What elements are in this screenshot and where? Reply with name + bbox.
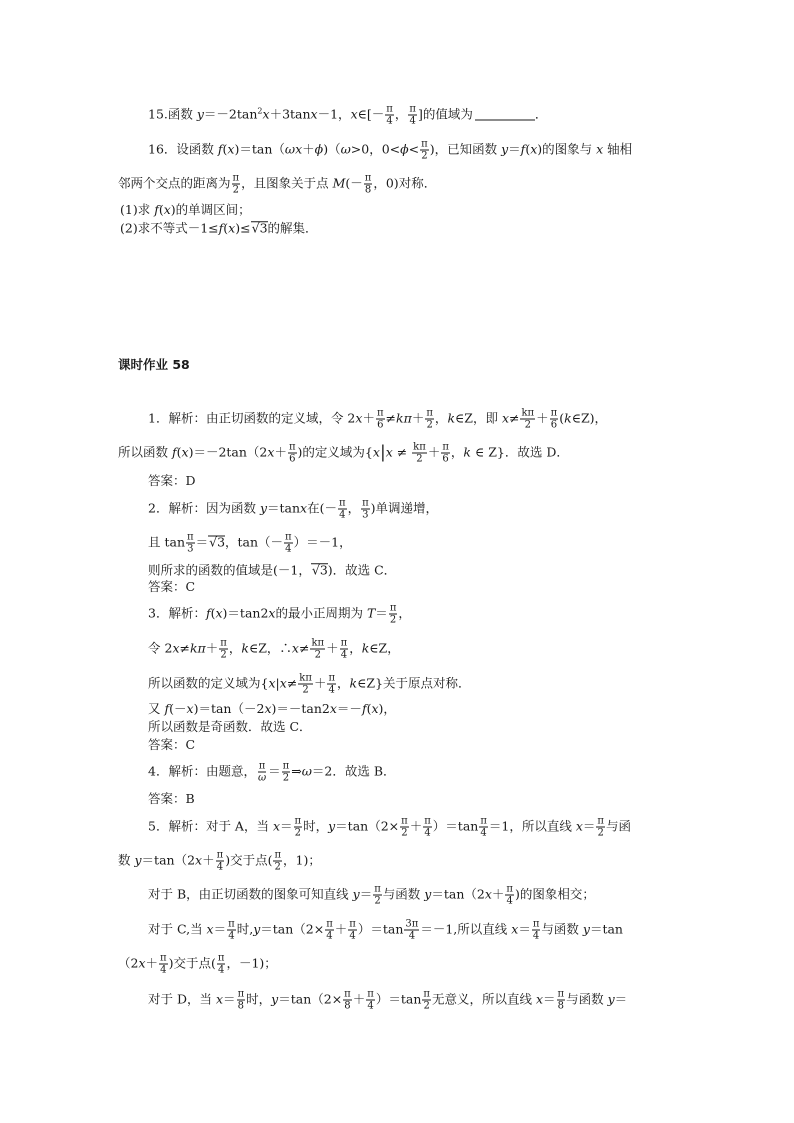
text: k [564,410,572,426]
text: ≠ [179,640,190,656]
text: f [205,605,211,621]
text: 所以函数 [118,444,172,460]
text: 15.函数 [148,106,197,122]
text: x [575,818,583,834]
text: x [371,700,379,716]
text: x [310,106,318,122]
text: ， [228,640,242,656]
answer-1-result [0,472,794,488]
text: k [241,640,249,656]
fraction: $\frac{\pi}{4}$ [480,815,487,839]
text: 1．解析：由正切函数的定义域，令 2 [148,410,356,426]
text: )，已知函数 [429,141,502,157]
text: }．故选 D． [496,444,569,460]
text: 与函 [606,818,632,834]
text: ＋3tan [269,106,311,122]
answer-3-line4 [0,700,794,716]
text: f [520,141,526,157]
text: ]的值域为 [417,106,473,122]
sqrt: √3 [209,534,226,550]
fraction: $\frac{\pi}{2}$ [282,760,290,784]
text: ，且图象关于点 [241,175,333,191]
fraction: $\frac{\pi}{2}$ [423,988,430,1012]
text: 无意义，所以直线 [431,991,536,1007]
text: ( [210,605,216,621]
fraction: $\frac{\pi}{3}$ [187,531,194,555]
text: ∈Z， [369,640,400,656]
answer-5-line4 [0,918,794,942]
fraction: $\frac{\pi}{4}$ [216,849,224,873]
text: ＋ [411,410,425,426]
text: x [300,500,308,516]
text: )．故选 C． [327,562,397,578]
text: x [206,921,214,937]
text: ＝tan（2× [260,921,325,937]
text: y [607,991,615,1007]
text: 16．设函数 [148,141,218,157]
text: ＝ [359,886,373,902]
text: )交于点( [225,852,273,868]
text: )， [378,700,396,716]
text: k [463,444,471,460]
text: 令 2 [148,640,173,656]
text: ∈Z，即 [455,410,502,426]
text: x [181,444,189,460]
fraction: $\frac{\pi}{2}$ [374,883,381,907]
text: ⇒ [291,763,302,779]
fraction: $\frac{\pi}{4}$ [326,918,333,942]
text: ϕ [314,141,324,157]
answer-3-line1 [0,602,794,626]
text: ＝tan（2× [278,991,343,1007]
text: ＝2．故选 B． [311,763,396,779]
text: 与函数 [566,991,608,1007]
fraction: $\frac{\pi}{4}$ [424,815,431,839]
fraction: $\frac{\pi}{8}$ [237,988,245,1012]
text: ＝tan（2× [335,818,400,834]
problem-16-question-1 [0,201,794,217]
problem-16-line2 [0,172,794,196]
answer-3-result [0,736,794,752]
fraction: $\frac{\pi}{6}$ [442,441,449,465]
text: x [268,605,276,621]
fraction: $\frac{\pi}{4}$ [285,531,292,555]
text: )≤ [235,220,251,236]
text: ， [347,500,361,516]
fraction: $\frac{\pi}{4}$ [532,918,540,942]
text: 的最小正周期为 [275,605,367,621]
answer-3-line2 [0,637,794,661]
fraction: $\frac{\pi}{8}$ [344,988,351,1012]
text: ≠ [298,640,310,656]
text: ≠ [392,444,412,460]
text: ＋ [409,818,423,834]
fraction: $\frac{\pi}{2}$ [426,407,433,431]
text: ≠ [385,410,397,426]
fraction: $\frac{\pi}{6}$ [288,441,296,465]
fraction: $\frac{\pi}{6}$ [550,407,558,431]
text: 对于 B，由正切函数的图象可知直线 [148,886,353,902]
text: y [253,921,261,937]
text: ， [450,444,464,460]
text: ＝ [223,991,236,1007]
text: ）＝－1， [293,534,352,550]
problem-15 [0,103,794,127]
fraction: $\frac{\pi}{4}$ [160,952,167,976]
text: f [154,201,159,217]
text: x [511,921,519,937]
page-title: 课时作业 58 [118,356,190,372]
fraction: $\frac{\pi}{4}$ [228,918,235,942]
text: k [349,675,358,691]
text: f [218,220,224,236]
text: ( [559,410,565,426]
text: ＝－1,所以直线 [420,921,512,937]
text: 在(－ [307,500,337,516]
text: ＝ [280,818,293,834]
text: x [385,444,393,460]
text: ＋ [362,410,375,426]
answer-3-line3 [0,672,794,696]
text: ≠ [509,410,520,426]
text: )＝tan2 [222,605,269,621]
text: x [215,605,223,621]
text: 邻两个交点的距离为 [118,175,231,191]
text: ＝tan [589,921,623,937]
text: x [195,852,203,868]
text: 4．解析：由题意， [148,763,256,779]
fraction: $\frac{\pi}{2}$ [220,637,227,661]
text: ＝ [195,534,209,550]
text: f [361,700,367,716]
text: x [227,141,235,157]
text: x [279,675,287,691]
text: ＝tan（2 [141,852,196,868]
text: ϕ [400,141,409,157]
text: ＋ [491,886,505,902]
text: ＋ [326,640,339,656]
text: kπ [189,640,206,656]
text: ＝ [508,141,521,157]
text: 数 [118,852,135,868]
answer-5-line2 [0,849,794,873]
answer-2-line2 [0,531,794,555]
text: y [134,852,142,868]
fraction: $\frac{\pi}{4}$ [340,637,348,661]
text: )的图象与 [537,141,597,157]
text: ＋ [274,444,287,460]
text: 时， [303,818,329,834]
text: ＝－ [336,700,362,716]
text: 所以函数是奇函数．故选 C． [148,718,312,734]
text: ＋ [302,141,315,157]
text: 轴相 [603,141,633,157]
problem-16-line1 [0,138,794,162]
text: 与函数 [382,886,425,902]
answer-1-line1 [0,407,794,431]
fraction: $\frac{\pi}{8}$ [364,172,372,196]
text: x [350,106,358,122]
text: 与函数 [541,921,583,937]
text: ）＝tan [357,921,404,937]
text: ． [534,106,548,122]
text: y [271,991,279,1007]
text: ∈Z}关于原点对称． [357,675,471,691]
text: y [328,818,336,834]
text: ，1)； [283,852,321,868]
text: ≠ [286,675,298,691]
section-heading [0,356,794,372]
fraction: $\frac{\pi}{4}$ [386,103,393,127]
fraction: $\frac{\pi}{3}$ [362,497,369,521]
text: ＝1，所以直线 [488,818,576,834]
text: 且 tan [148,534,185,550]
text: ＝tan [267,500,301,516]
text: x [264,700,272,716]
answer-label: 答案：C [148,578,196,594]
text: ＋ [145,955,159,971]
fraction: $\frac{\pi}{4}$ [338,497,346,521]
text: x [163,201,171,217]
fraction: $\frac{k\pi}{2}$ [521,407,535,431]
text: x [484,886,492,902]
text: f [164,700,170,716]
text: ）＝tan [375,991,422,1007]
text: x [186,700,194,716]
text: ( [176,444,182,460]
text: )＝－2tan（2 [188,444,268,460]
text: －1， [317,106,351,122]
text: ( [222,141,228,157]
text: ， [398,605,411,621]
text: (2)求不等式－1≤ [120,220,219,236]
text: ( [223,220,229,236]
text: x [138,955,146,971]
fraction: $\frac{\pi}{2}$ [389,602,397,626]
answer-5-line5 [0,952,794,976]
text: ， [349,640,362,656]
text: < [408,141,420,157]
text: )＝tan（ [234,141,285,157]
text: x [262,106,270,122]
answer-3-line5 [0,718,794,734]
text: x [228,220,236,236]
text: 对于 D，当 [148,991,216,1007]
fraction: $\frac{\pi}{4}$ [367,988,374,1012]
text: (－ [345,175,363,191]
text: ）＝tan [432,818,479,834]
text: ωx [284,141,303,157]
text: 时, [236,921,254,937]
text: >0，0< [350,141,401,157]
text: x [268,675,276,691]
text: ∈ Z [471,444,497,460]
text: x [267,444,275,460]
text: x [355,410,363,426]
text: ＝ [375,605,388,621]
fraction: $\frac{\pi}{\omega}$ [257,760,267,784]
text: 5．解析：对于 A，当 [148,818,273,834]
text: ＝ [614,991,628,1007]
text: ＋ [536,410,549,426]
text: k [447,410,456,426]
text: ＋ [205,640,219,656]
text: 又 [148,700,165,716]
text: x [329,700,337,716]
text: ( [366,700,372,716]
fraction: $\frac{\pi}{2}$ [274,849,282,873]
text: ＝ [268,763,281,779]
text: f [217,141,223,157]
text: )的图象相交； [514,886,595,902]
text: ω [340,141,351,157]
text: y [259,500,267,516]
text: ＝tan（2 [431,886,485,902]
answer-2-result [0,578,794,594]
text: )＝tan（－2 [193,700,265,716]
problem-16-question-2 [0,220,794,236]
fraction: $\frac{\pi}{2}$ [421,138,428,162]
text: )的定义域为{ [297,444,373,460]
text: x [272,818,280,834]
fraction: $\frac{\pi}{2}$ [232,172,240,196]
text: （2 [118,955,139,971]
text: (－ [169,700,187,716]
text: x [291,640,299,656]
text: ∈Z，∴ [248,640,292,656]
answer-5-line1 [0,815,794,839]
text: ， [434,410,448,426]
text: )（ [323,141,341,157]
text: ＋ [202,852,215,868]
fraction: $\frac{k\pi}{2}$ [311,637,325,661]
text: ＋ [334,921,348,937]
text: ω [301,763,312,779]
text: ＝ [543,991,556,1007]
answer-2-line1 [0,497,794,521]
text: )交于点( [168,955,216,971]
text: ＋ [313,675,327,691]
text: x [372,444,380,460]
text: )＝－tan2 [271,700,330,716]
fraction: $\frac{\pi}{8}$ [557,988,565,1012]
text: f [171,444,177,460]
fraction: $\frac{\pi}{4}$ [349,918,356,942]
text: y [424,886,432,902]
answer-1-line2: 所以函数 f(x)＝－2tan（2x＋ $\frac{\pi}{6}$ )的定义域为{x|x ≠ $\frac{k\pi}{2}$ ＋ $\frac{\pi}{6}$ ，k ∈ Z}．故选 D． [118,441,569,465]
fraction: $\frac{\pi}{6}$ [376,407,384,431]
text: | [275,675,280,691]
text: ，tan（－ [225,534,284,550]
text: 对于 C,当 [148,921,207,937]
text: x [501,410,509,426]
text: x [215,991,224,1007]
text: 则所求的函数的值域是(－1， [148,562,311,578]
text: 的解集． [267,220,318,236]
fraction: $\frac{\pi}{4}$ [506,883,513,907]
text: 所以函数的定义域为{ [148,675,269,691]
text: ( [158,201,164,217]
fraction: $\frac{\pi}{2}$ [294,815,302,839]
text: ＋ [427,444,441,460]
fraction: $\frac{\pi}{4}$ [217,952,225,976]
text: ，－1)； [226,955,277,971]
text: y [352,886,360,902]
text: 3．解析： [148,605,206,621]
answer-4-line1 [0,760,794,784]
text: ，0)对称． [373,175,437,191]
text: ∈[－ [357,106,385,122]
text: ， [337,675,350,691]
text: x [172,640,180,656]
answer-label: 答案：D [148,472,196,488]
fraction: $\frac{\pi}{4}$ [328,672,336,696]
text: M [332,175,346,191]
answer-2-line3 [0,562,794,578]
text: x [596,141,604,157]
text: y [196,106,204,122]
answer-blank [475,120,535,121]
sqrt: √3 [311,562,328,578]
text: )单调递增， [370,500,439,516]
answer-5-line6 [0,988,794,1012]
text: 2 [257,106,263,116]
answer-label: 答案：B [148,790,195,806]
sqrt: √3 [251,220,268,236]
text: ＝ [213,921,227,937]
answer-4-result [0,790,794,806]
text: ( [525,141,531,157]
fraction: $\frac{3\pi}{4}$ [405,918,419,942]
text: y [501,141,509,157]
answer-5-line3 [0,883,794,907]
text: ＝ [582,818,596,834]
text: y [582,921,590,937]
text: kπ [396,410,412,426]
text: 2．解析：因为函数 [148,500,260,516]
text: ＋ [352,991,366,1007]
answer-label: 答案：C [148,736,196,752]
text: k [361,640,370,656]
text: T [366,605,376,621]
text: ∈Z)， [571,410,608,426]
fraction: $\frac{k\pi}{2}$ [413,441,426,465]
text: ＝ [518,921,531,937]
fraction: $\frac{\pi}{2}$ [597,815,604,839]
fraction: $\frac{\pi}{2}$ [401,815,408,839]
text: x [535,991,543,1007]
fraction: $\frac{\pi}{4}$ [409,103,416,127]
fraction: $\frac{k\pi}{2}$ [299,672,312,696]
text: 时， [246,991,272,1007]
text: )的单调区间； [170,201,251,217]
text: ＝－2tan [203,106,258,122]
text: ， [394,106,408,122]
text: (1)求 [120,201,155,217]
text: x [530,141,538,157]
